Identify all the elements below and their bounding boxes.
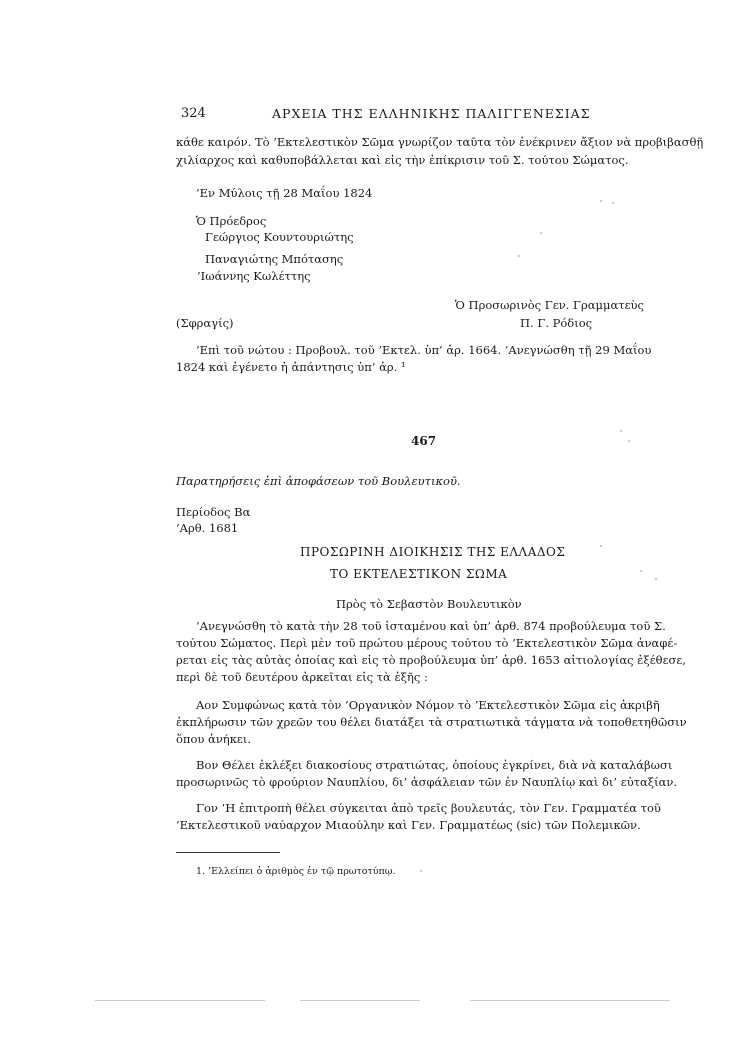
- reverse-note-line-2: 1824 καὶ ἐγένετο ἡ ἀπάντησις ὑπ’ ἀρ. ¹: [176, 360, 406, 374]
- president-label: Ὁ Πρόεδρος: [196, 214, 267, 228]
- para4-line-1: Γον ’Η ἐπιτροπὴ θέλει σύγκειται ἀπὸ τρεῖς βουλευτάς, τὸν Γεν. Γραμματέα τοῦ: [196, 801, 661, 815]
- reverse-note-line-1: ’Επὶ τοῦ νώτου : Προβουλ. τοῦ ’Εκτελ. ὑπ’ ἀρ. 1664. ’Ανεγνώσθη τῇ 29 Μαΐου: [196, 343, 652, 357]
- para1-line-1: ’Ανεγνώσθη τὸ κατὰ τὴν 28 τοῦ ἱσταμένου καὶ ὑπ’ ἀρθ. 874 προβούλευμα τοῦ Σ.: [196, 619, 666, 633]
- footnote-divider: [176, 852, 280, 853]
- scan-speck: [540, 232, 542, 234]
- article-number: ’Αρθ. 1681: [176, 521, 239, 535]
- scan-speck: [640, 570, 642, 572]
- para2-line-2: ἐκπλήρωσιν τῶν χρεῶν του θέλει διατάξει τὰ στρατιωτικὰ τάγματα νὰ τοποθετηθῶσιν: [176, 715, 687, 729]
- member-name-1: Παναγιώτης Μπότασης: [205, 252, 344, 266]
- document-subject: Παρατηρήσεις ἐπὶ ἀποφάσεων τοῦ Βουλευτικοῦ.: [176, 474, 461, 488]
- para1-line-2: τούτου Σώματος. Περὶ μὲν τοῦ πρώτου μέρους τούτου τὸ ’Εκτελεστικὸν Σῶμα ἀναφέ-: [176, 636, 678, 650]
- secretary-name: Π. Γ. Ρόδιος: [520, 316, 593, 330]
- scan-edge-line: [300, 1000, 420, 1001]
- para4-line-2: ’Εκτελεστικοῦ ναύαρχον Μιαούλην καὶ Γεν. Γραμματέως (sic) τῶν Πολεμικῶν.: [176, 818, 641, 832]
- para1-line-3: ρεται εἰς τὰς αὐτὰς ὁποίας καὶ εἰς τὸ προβούλευμα ὑπ’ ἀρθ. 1653 αἰτιολογίας ἐξέθεσε,: [176, 653, 686, 667]
- scan-speck: [600, 200, 602, 202]
- heading-executive: ΤΟ ΕΚΤΕΛΕΣΤΙΚΟΝ ΣΩΜΑ: [330, 567, 508, 581]
- page-number: 324: [181, 106, 206, 121]
- footnote: 1. ’Ελλείπει ὁ ἀριθμὸς ἐν τῷ πρωτοτύπῳ.: [196, 866, 396, 877]
- seal-label: (Σφραγίς): [176, 316, 234, 330]
- running-title: ΑΡΧΕΙΑ ΤΗΣ ΕΛΛΗΝΙΚΗΣ ΠΑΛΙΓΓΕΝΕΣΙΑΣ: [272, 106, 591, 121]
- para3-line-1: Βον Θέλει ἐκλέξει διακοσίους στρατιώτας, ὁποίους ἐγκρίνει, διὰ νὰ καταλάβωσι: [196, 758, 673, 772]
- scan-speck: [518, 255, 520, 257]
- scan-speck: [612, 202, 614, 204]
- president-name: Γεώργιος Κουντουριώτης: [205, 230, 354, 244]
- para1-line-4: περὶ δὲ τοῦ δευτέρου ἀρκεῖται εἰς τὰ ἑξῆς :: [176, 670, 428, 684]
- para2-line-3: ὅπου ἀνήκει.: [176, 732, 252, 746]
- doc466-text-line-1: κάθε καιρόν. Τὸ ’Εκτελεστικὸν Σῶμα γνωρίζον ταῦτα τὸν ἐνέκρινεν ἄξιον νὰ προβιβασθῇ: [176, 135, 704, 149]
- scan-edge-line: [470, 1000, 670, 1001]
- document-number: 467: [411, 434, 437, 448]
- addressee: Πρὸς τὸ Σεβαστὸν Βουλευτικὸν: [336, 597, 522, 611]
- scan-speck: [628, 440, 630, 442]
- scan-speck: [600, 545, 602, 547]
- period-label: Περίοδος Βα: [176, 505, 251, 519]
- scan-edge-line: [95, 1000, 265, 1001]
- scan-speck: [620, 430, 622, 432]
- secretary-label: Ὁ Προσωρινὸς Γεν. Γραμματεὺς: [455, 298, 644, 312]
- place-date: ’Εν Μύλοις τῇ 28 Μαΐου 1824: [196, 186, 373, 200]
- scan-speck: [420, 870, 422, 872]
- para3-line-2: προσωρινῶς τὸ φρούριον Ναυπλίου, δι’ ἀσφάλειαν τῶν ἐν Ναυπλίῳ καὶ δι’ εὐταξίαν.: [176, 775, 678, 789]
- para2-line-1: Αον Συμφώνως κατὰ τὸν ’Οργανικὸν Νόμον τὸ ’Εκτελεστικὸν Σῶμα εἰς ἀκριβῆ: [196, 698, 660, 712]
- heading-government: ΠΡΟΣΩΡΙΝΗ ΔΙΟΙΚΗΣΙΣ ΤΗΣ ΕΛΛΑΔΟΣ: [300, 545, 566, 559]
- doc466-text-line-2: χιλίαρχος καὶ καθυποβάλλεται καὶ εἰς τὴν ἐπίκρισιν τοῦ Σ. τούτου Σώματος.: [176, 153, 629, 167]
- member-name-2: ’Ιωάννης Κωλέττης: [197, 269, 311, 283]
- scan-speck: [655, 578, 657, 580]
